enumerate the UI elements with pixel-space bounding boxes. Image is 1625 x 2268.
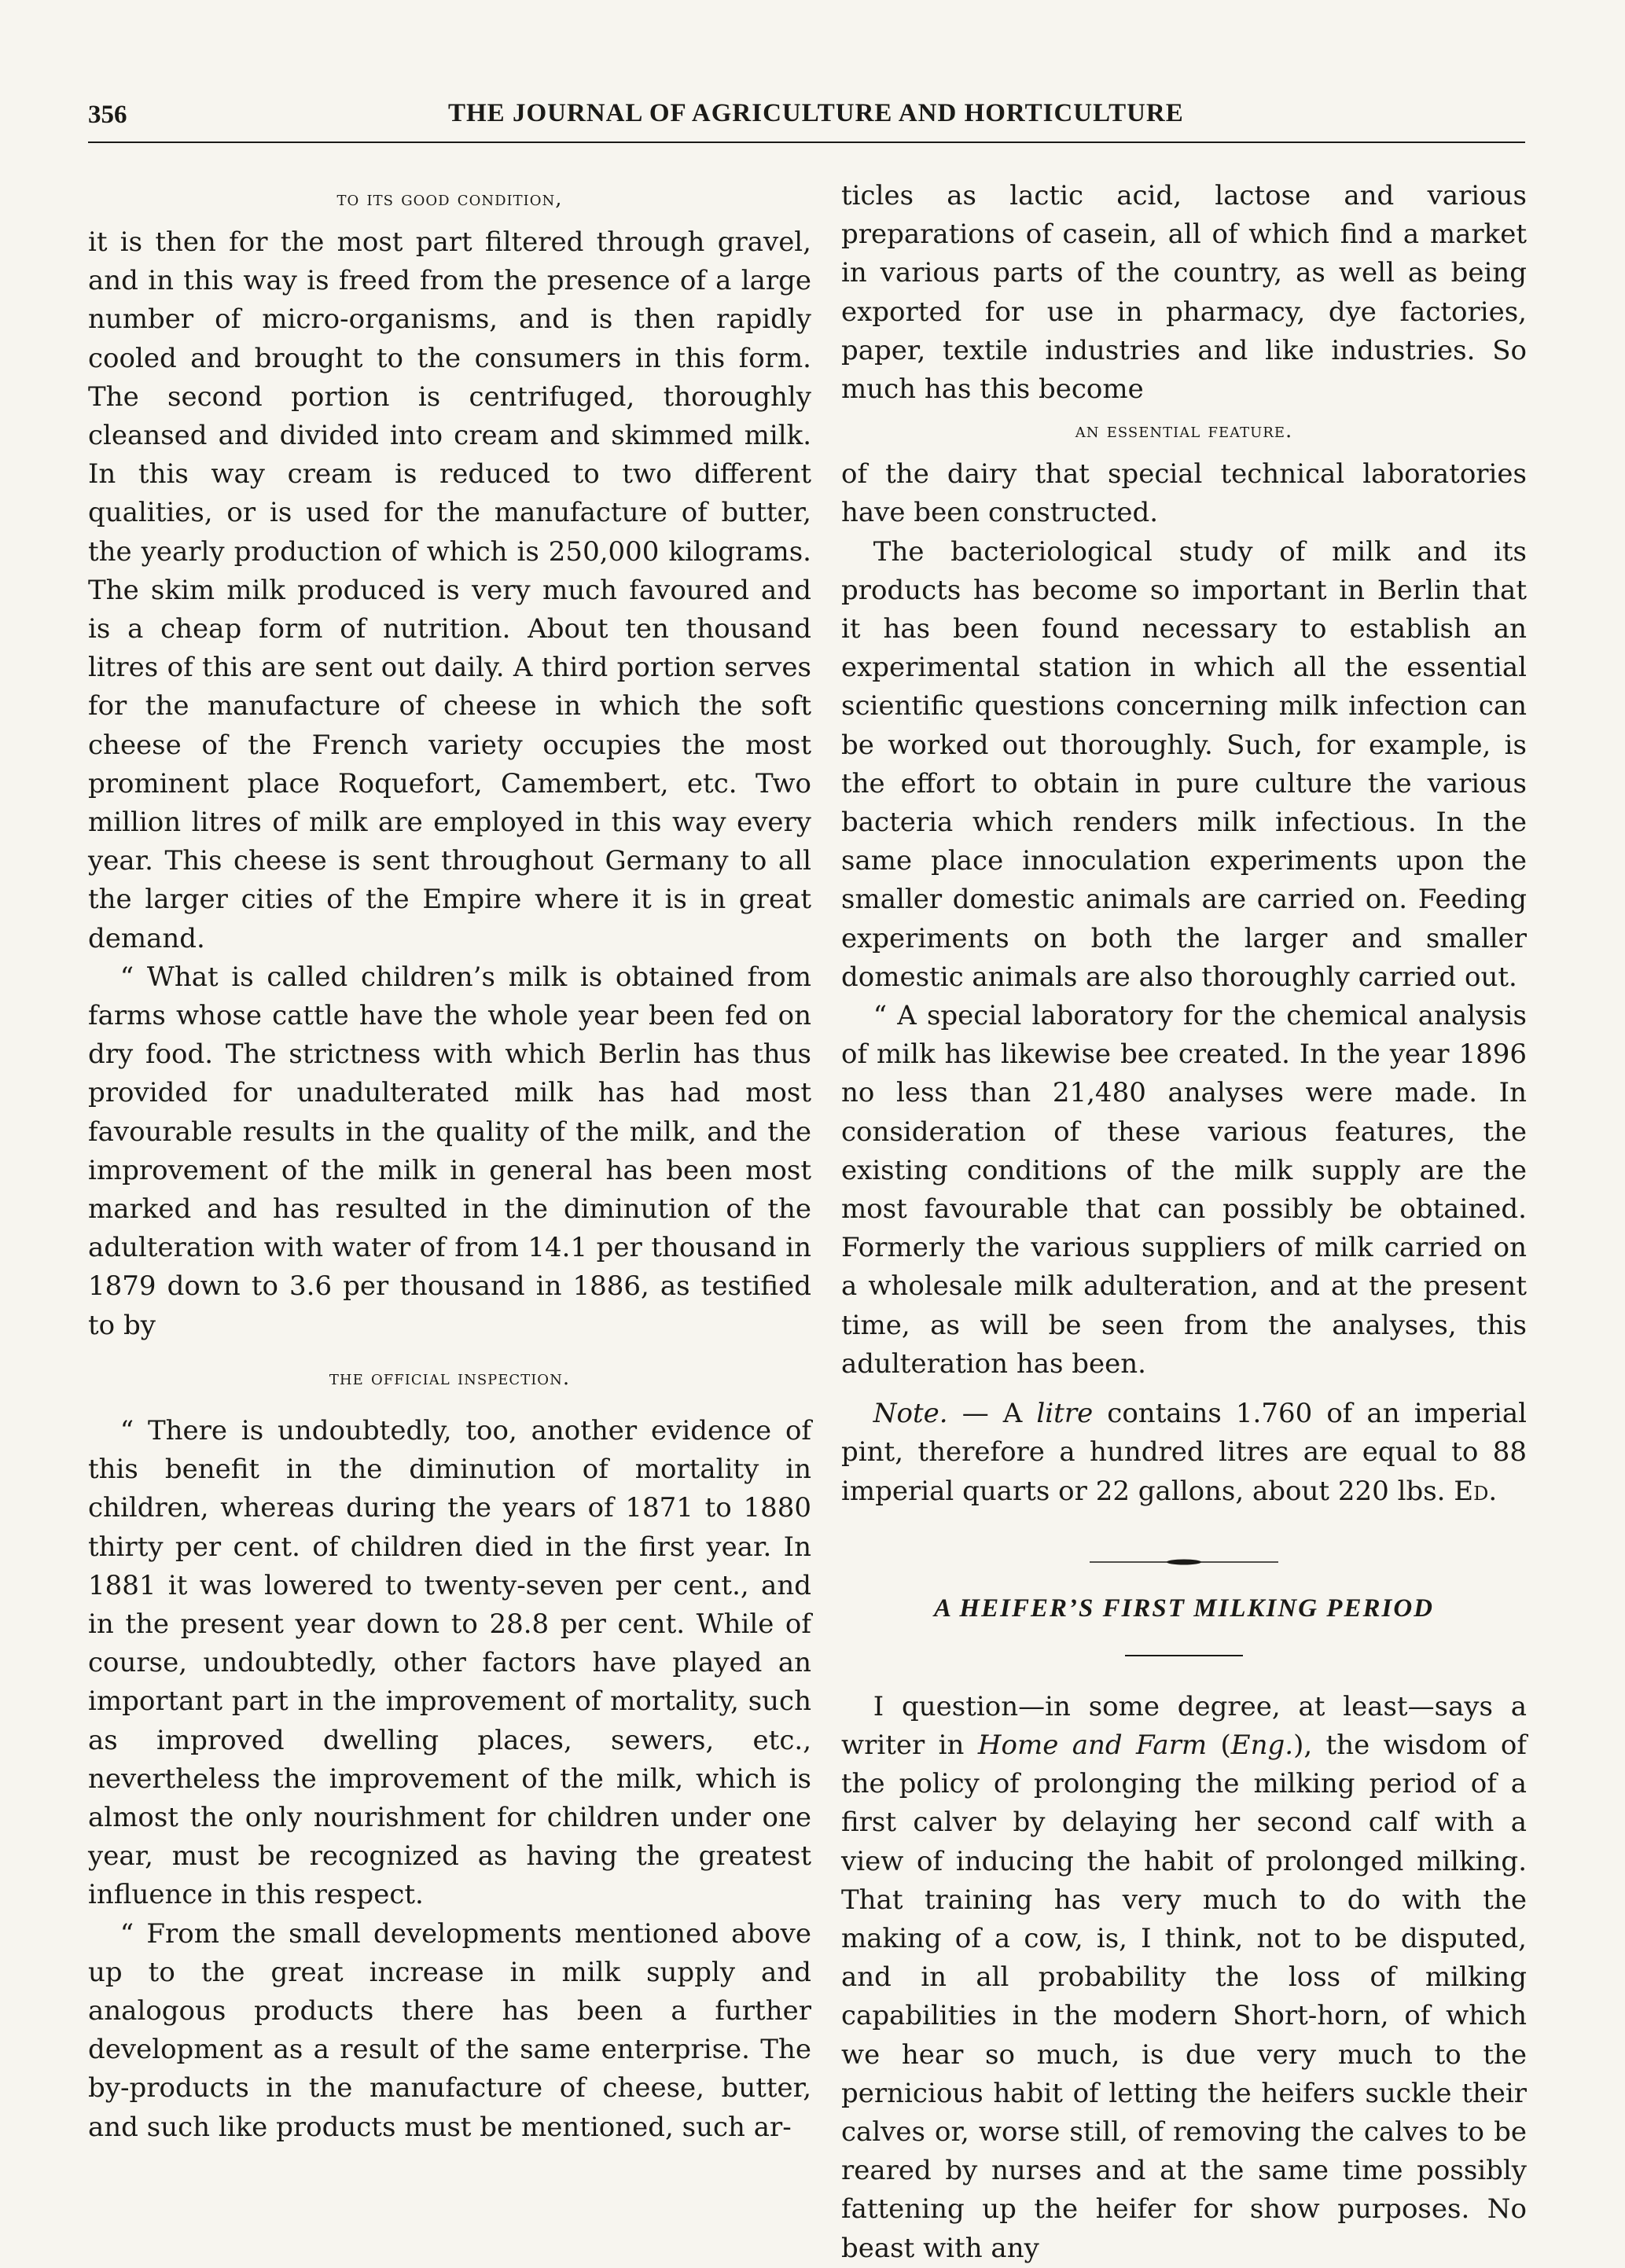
article-text: ), the wisdom of the policy of prolonging the milking period of a first calver by delaying her second calf with a view of inducing the habit of prolonged milking. That training has very much to do with the making of a cow, is, I think, not to be disputed, and in all probability the loss of milking capabilities in the modern Short-horn, of which we hear so much, is due very much to the pernicious habit of letting the heifers suckle their calves or, worse still, of removing the calves to be reared by nurses and at the same time possibly fattening up the heifer for show purposes. No beast with any <box>841 1729 1527 2264</box>
subhead-good-condition: to its good condition, <box>336 187 563 211</box>
paragraph <box>841 1688 1527 2268</box>
paragraph: “ There is undoubtedly, too, another evidence of this benefit in the diminution of mortality in children, whereas during the years of 1871 to 1880 thirty per cent. of children died in the first year. In 1881 it was lowered to twenty-seven per cent., and in the present year down to 28.8 per cent. While of course, undoubtedly, other factors have played an important part in the improvement of mortality, such as improved dwelling places, sewers, etc., nevertheless the improvement of the milk, which is almost the only nourishment for children under one year, must be recognized as having the greatest influence in this respect. <box>88 1414 811 1911</box>
paragraph: it is then for the most part filtered through gravel, and in this way is freed from the presence of a large number of micro-organisms, and is then rapidly cooled and brought to the consumers in this form. The second portion is centrifuged, thoroughly cleansed and divided into cream and skimmed milk. In this way cream is reduced to two different qualities, or is used for the manufacture of butter, the yearly production of which is 250,000 kilograms. The skim milk produced is very much favoured and is a cheap form of nutrition. About ten thousand litres of this are sent out daily. A third portion serves for the manufacture of cheese in which the soft cheese of the French variety occupies the most prominent place Roquefort, Camembert, etc. Two million litres of milk are employed in this way every year. This cheese is sent throughout Germany to all the larger cities of the Empire where it is in great demand. <box>88 226 811 954</box>
header-rule <box>88 142 1525 143</box>
note-italic-word: litre <box>1036 1398 1094 1430</box>
section-ornament <box>1090 1558 1278 1566</box>
page-number: 356 <box>88 101 127 129</box>
subhead-official-inspection: the official inspection. <box>329 1366 571 1390</box>
article-text: ( <box>1207 1729 1231 1761</box>
note-text: contains 1.760 of an imperial pint, therefore a hundred litres are equal to 88 imperial quarts or 22 gallons, about 220 lbs. <box>841 1398 1527 1507</box>
right-column <box>841 177 1527 2264</box>
subhead-essential-feature: an essential feature. <box>1075 419 1293 443</box>
article-title: A HEIFER’S FIRST MILKING PERIOD <box>933 1593 1434 1623</box>
editor-note <box>841 1395 1527 1511</box>
note-label: Note. <box>873 1398 948 1430</box>
source-title: Home and Farm <box>977 1729 1208 1761</box>
note-text: — A <box>947 1398 1037 1430</box>
paragraph: “ A special laboratory for the chemical analysis of milk has likewise bee created. In the year 1896 no less than 21,480 analyses were made. In consideration of these various features, the existing conditions of the milk supply are the most favourable that can possibly be obtained. Formerly the various suppliers of milk carried on a wholesale milk adulteration, and at the present time, as will be seen from the analyses, this adulteration has been. <box>841 1000 1527 1380</box>
running-title: THE JOURNAL OF AGRICULTURE AND HORTICULTURE <box>448 99 1184 127</box>
title-rule <box>1125 1655 1243 1656</box>
editor-signature: Ed. <box>1454 1475 1498 1507</box>
left-column <box>88 177 811 2143</box>
paragraph: “ What is called children’s milk is obtained from farms whose cattle have the whole year been fed on dry food. The strictness with which Berlin has thus provided for unadulterated milk has had most favourable results in the quality of the milk, and the improvement of the milk in general has been most marked and has resulted in the diminution of the adulteration with water of from 14.1 per thousand in 1879 down to 3.6 per thousand in 1886, as testified to by <box>88 961 811 1341</box>
article-text: I question—in some degree, at least—says a writer in <box>841 1690 1527 1761</box>
paragraph: The bacteriological study of milk and its products has become so important in Berlin that it has been found necessary to establish an experimental station in which all the essential scientific questions concerning milk infection can be worked out thoroughly. Such, for example, is the effort to obtain in pure culture the various bacteria which renders milk infectious. In the same place innoculation experiments upon the smaller domestic animals are carried on. Feeding experiments on both the larger and smaller domestic animals are also thoroughly carried out. <box>841 535 1527 993</box>
paragraph: of the dairy that special technical laboratories have been constructed. <box>841 458 1527 529</box>
paragraph: “ From the small developments mentioned above up to the great increase in milk supply and analogous products there has been a further development as a result of the same enterprise. The by-products in the manufacture of cheese, butter, and such like products must be mentioned, such ar- <box>88 1917 811 2143</box>
paragraph: ticles as lactic acid, lactose and various preparations of casein, all of which find a market in various parts of the country, as well as being exported for use in pharmacy, dye factories, paper, textile industries and like industries. So much has this become <box>841 180 1527 406</box>
source-country: Eng. <box>1230 1729 1294 1761</box>
